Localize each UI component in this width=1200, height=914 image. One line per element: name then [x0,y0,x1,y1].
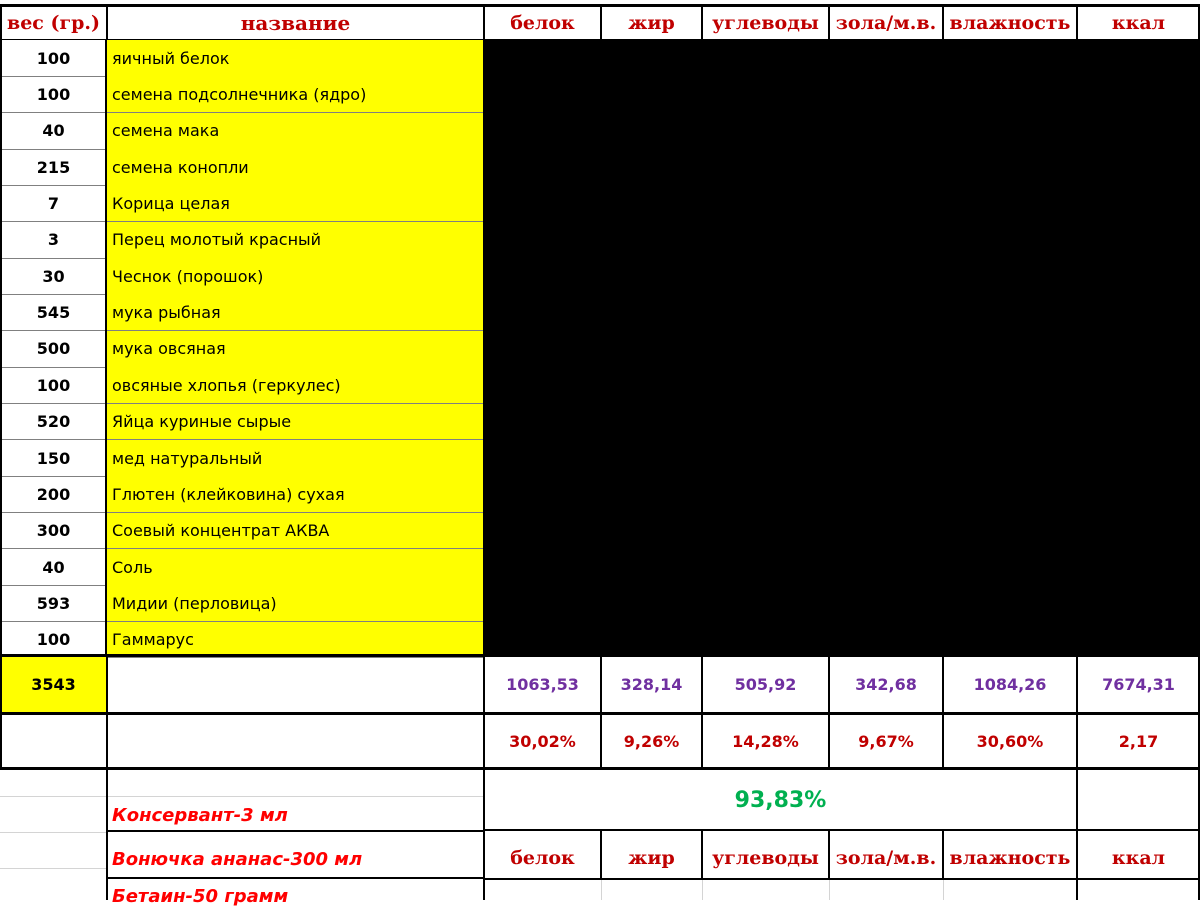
sum-bottom-border [484,829,1200,831]
header-name[interactable]: название [240,11,351,35]
header-column-border [828,4,830,40]
totals-column-border [106,655,108,769]
header2-column-border [828,831,830,880]
header-moisture[interactable]: влажность [949,12,1071,34]
ingredient-name[interactable]: мед натуральный [107,440,484,476]
percent-kcal[interactable]: 2,17 [1118,732,1159,751]
header2-protein[interactable]: белок [510,847,575,869]
header-column-border [1076,4,1078,40]
header-ash[interactable]: зола/м.в. [835,12,937,34]
ingredient-name[interactable]: Соль [107,549,484,585]
header-column-border [483,4,485,40]
ingredient-weight[interactable]: 30 [42,266,65,286]
ingredient-weight[interactable]: 100 [36,375,71,395]
total-carbs[interactable]: 505,92 [734,675,797,694]
sum-left-border [483,769,485,900]
ingredient-weight[interactable]: 100 [36,630,71,650]
header-protein[interactable]: белок [510,12,575,34]
ingredient-weight[interactable]: 200 [36,484,71,504]
ingredient-weight[interactable]: 100 [36,85,71,105]
ingredient-name[interactable]: семена конопли [107,149,484,185]
notes-divider-2 [107,877,484,879]
notes-divider [107,830,484,832]
ingredient-weight[interactable]: 545 [36,303,71,323]
weight-column-border [105,40,107,655]
ingredient-weight[interactable]: 100 [36,48,71,68]
header-carbs[interactable]: углеводы [712,12,819,34]
header2-column-border [701,831,703,880]
header2-column-border [600,831,602,880]
total-kcal[interactable]: 7674,31 [1102,675,1175,694]
totals-column-border [942,655,944,769]
header-column-border [942,4,944,40]
gridline [829,880,830,900]
percent-fat[interactable]: 9,26% [623,732,680,751]
name-column-border [483,40,485,655]
ingredient-weight[interactable]: 150 [36,448,71,468]
header2-ash[interactable]: зола/м.в. [835,847,937,869]
percent-protein[interactable]: 30,02% [509,732,576,751]
ingredient-weight[interactable]: 520 [36,412,71,432]
ingredient-weight[interactable]: 300 [36,521,71,541]
totals-column-border [600,655,602,769]
ingredient-name[interactable]: Глютен (клейковина) сухая [107,476,484,512]
ingredient-name[interactable]: Соевый концентрат АКВА [107,513,484,549]
gridline [601,880,602,900]
header-column-border [701,4,703,40]
total-weight-cell[interactable]: 3543 [0,655,107,714]
header-fat[interactable]: жир [628,12,675,34]
totals-column-border [828,655,830,769]
ingredient-name[interactable]: мука овсяная [107,331,484,367]
totals-column-border [701,655,703,769]
gridline [0,832,107,833]
ingredient-name[interactable]: мука рыбная [107,294,484,330]
sum-right-border [1076,769,1078,900]
sum-percent-cell[interactable]: 93,83% [734,787,827,813]
ingredient-weight[interactable]: 3 [47,230,60,250]
header2-fat[interactable]: жир [628,847,675,869]
header2-column-border [942,831,944,880]
header2-carbs[interactable]: углеводы [712,847,819,869]
ingredient-name[interactable]: яичный белок [107,40,484,76]
ingredient-name[interactable]: Перец молотый красный [107,222,484,258]
ingredient-weight[interactable]: 593 [36,593,71,613]
gridline [702,880,703,900]
header2-moisture[interactable]: влажность [949,847,1071,869]
ingredient-weight[interactable]: 215 [36,157,71,177]
ingredient-name[interactable]: Мидии (перловица) [107,585,484,621]
total-ash[interactable]: 342,68 [855,675,917,694]
left-border [0,4,2,770]
header2-kcal[interactable]: ккал [1111,847,1166,869]
notes-left-border [106,769,108,900]
total-moisture[interactable]: 1084,26 [973,675,1047,694]
gridline [0,868,107,869]
percent-ash[interactable]: 9,67% [858,732,914,751]
ingredient-name[interactable]: Корица целая [107,185,484,221]
percent-carbs[interactable]: 14,28% [732,732,799,751]
note-flavor[interactable]: Вонючка ананас-300 мл [112,848,363,870]
ingredient-weight[interactable]: 40 [42,557,65,577]
totals-column-border [483,655,485,769]
note-betaine[interactable]: Бетаин-50 грамм [112,886,289,907]
ingredient-weight[interactable]: 500 [36,339,71,359]
header-weight[interactable]: вес (гр.) [7,12,100,34]
header-column-border [106,4,108,40]
gridline [943,880,944,900]
ingredient-name[interactable]: Чеснок (порошок) [107,258,484,294]
note-preservative[interactable]: Консервант-3 мл [112,804,288,826]
ingredient-name[interactable]: семена подсолнечника (ядро) [107,76,484,112]
ingredient-name[interactable]: Яйца куриные сырые [107,404,484,440]
header2-bottom-border [484,878,1200,880]
header-kcal[interactable]: ккал [1111,12,1166,34]
ingredient-weight[interactable]: 7 [47,194,60,214]
totals-column-border [1076,655,1078,769]
percent-moisture[interactable]: 30,60% [976,732,1044,751]
ingredient-name[interactable]: Гаммарус [107,622,484,658]
header-column-border [600,4,602,40]
ingredient-weight[interactable]: 40 [42,121,65,141]
total-fat[interactable]: 328,14 [620,675,683,694]
total-protein[interactable]: 1063,53 [506,675,579,694]
ingredient-name[interactable]: овсяные хлопья (геркулес) [107,367,484,403]
ingredient-name[interactable]: семена мака [107,113,484,149]
gridline [0,796,107,797]
masked-nutrient-values [484,40,1200,655]
